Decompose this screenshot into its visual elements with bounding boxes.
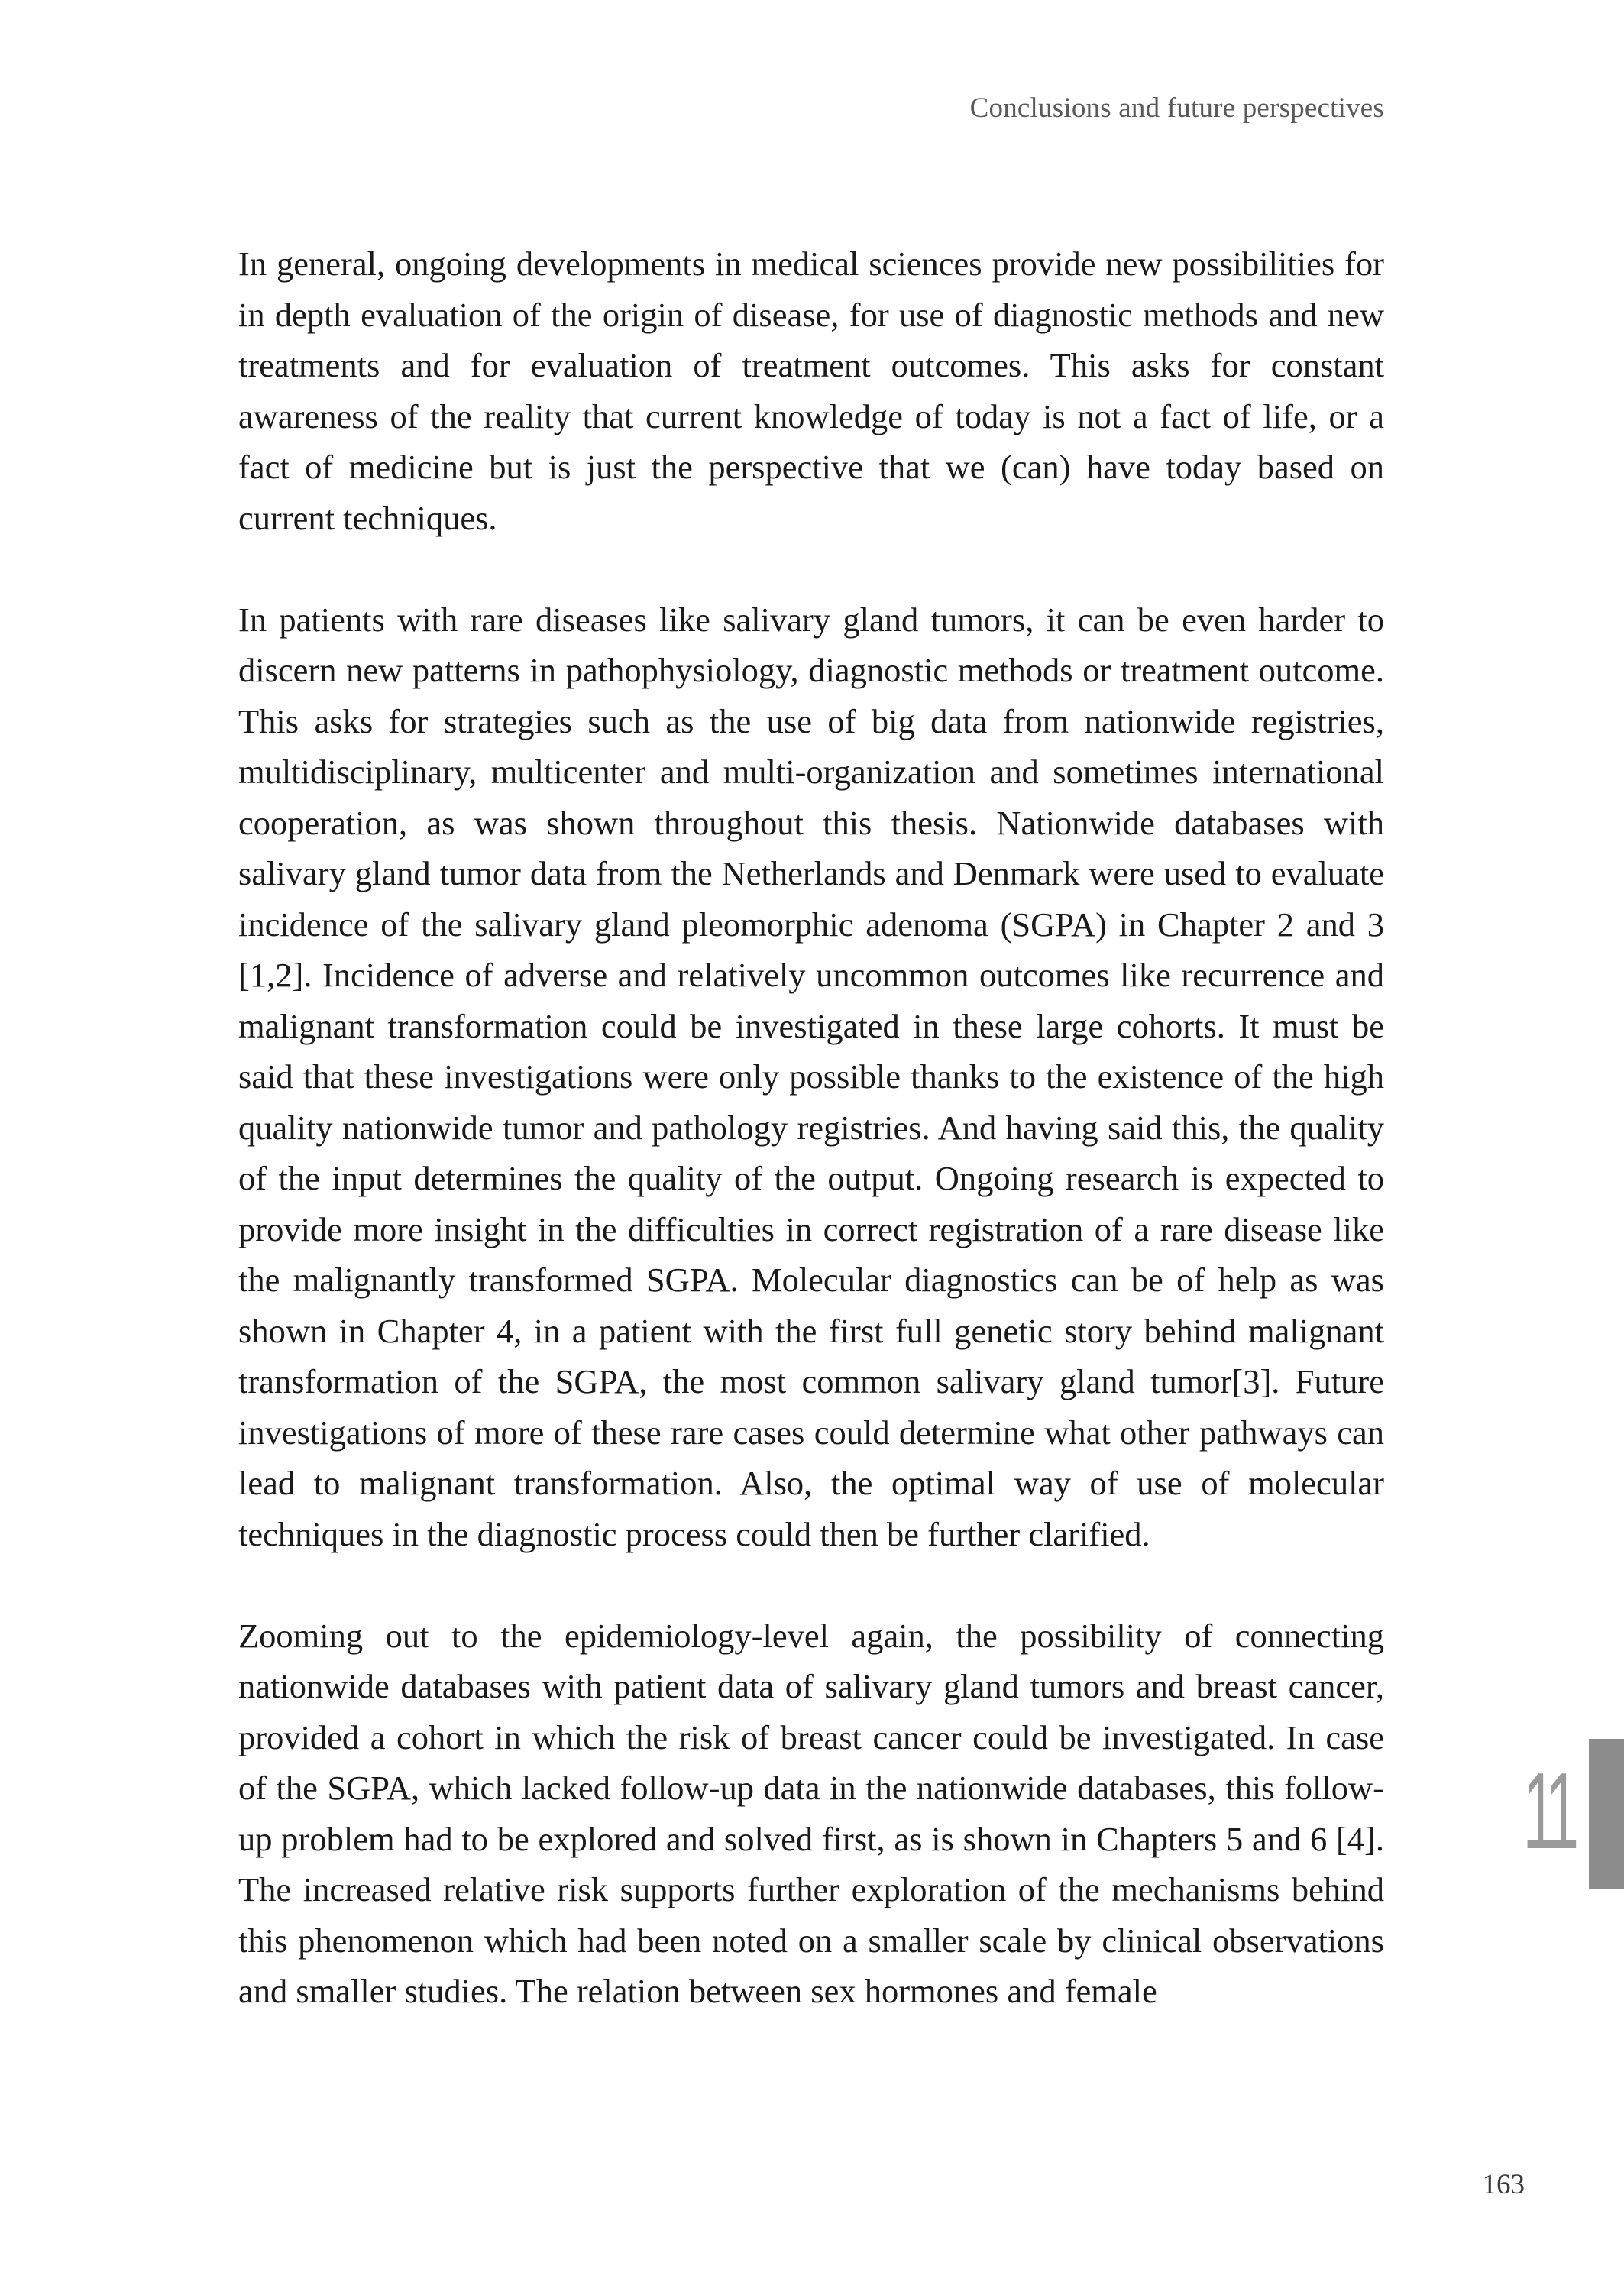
- running-header: Conclusions and future perspectives: [969, 92, 1384, 124]
- paragraph-1: In general, ongoing developments in medical sciences provide new possibilities for in depth evaluation of the origin of disease, for use of diagnostic methods and new treatments and for evaluation of treatment outcomes. This asks for constant awareness of the reality that current knowledge of today is not a fact of life, or a fact of medicine but is just the perspective that we (can) have today based on current techniques.: [238, 244, 1384, 537]
- chapter-tab: [1589, 1739, 1624, 1889]
- body-text: [238, 238, 1384, 2017]
- paragraph-2: In patients with rare diseases like salivary gland tumors, it can be even harder to discern new patterns in pathophysiology, diagnostic methods or treatment outcome. This asks for strategies such as the use of big data from nationwide registries, multidisciplinary, multicenter and multi-organization and sometimes international cooperation, as was shown throughout this thesis. Nationwide databases with salivary gland tumor data from the Netherlands and Denmark were used to evaluate incidence of the salivary gland pleomorphic adenoma (SGPA) in Chapter 2 and 3 [1,2]. Incidence of adverse and relatively uncommon outcomes like recurrence and malignant transformation could be investigated in these large cohorts. It must be said that these investigations were only possible thanks to the existence of the high quality nationwide tumor and pathology registries. And having said this, the quality of the input determines the quality of the output. Ongoing research is expected to provide more insight in the difficulties in correct registration of a rare disease like the malignantly transformed SGPA. Molecular diagnostics can be of help as was shown in Chapter 4, in a patient with the first full genetic story behind malignant transformation of the SGPA, the most common salivary gland tumor[3]. Future investigations of more of these rare cases could determine what other pathways can lead to malignant transformation. Also, the optimal way of use of molecular techniques in the diagnostic process could then be further clarified.: [238, 600, 1384, 1553]
- paragraph-3: Zooming out to the epidemiology-level again, the possibility of connecting nationwide databases with patient data of salivary gland tumors and breast cancer, provided a cohort in which the risk of breast cancer could be investigated. In case of the SGPA, which lacked follow-up data in the nationwide databases, this follow-up problem had to be explored and solved first, as is shown in Chapters 5 and 6 [4]. The increased relative risk supports further exploration of the mechanisms behind this phenomenon which had been noted on a smaller scale by clinical observations and smaller studies. The relation between sex hormones and female: [238, 1616, 1384, 2010]
- page-number: 163: [1482, 2169, 1525, 2200]
- chapter-number: 11: [1522, 1750, 1574, 1872]
